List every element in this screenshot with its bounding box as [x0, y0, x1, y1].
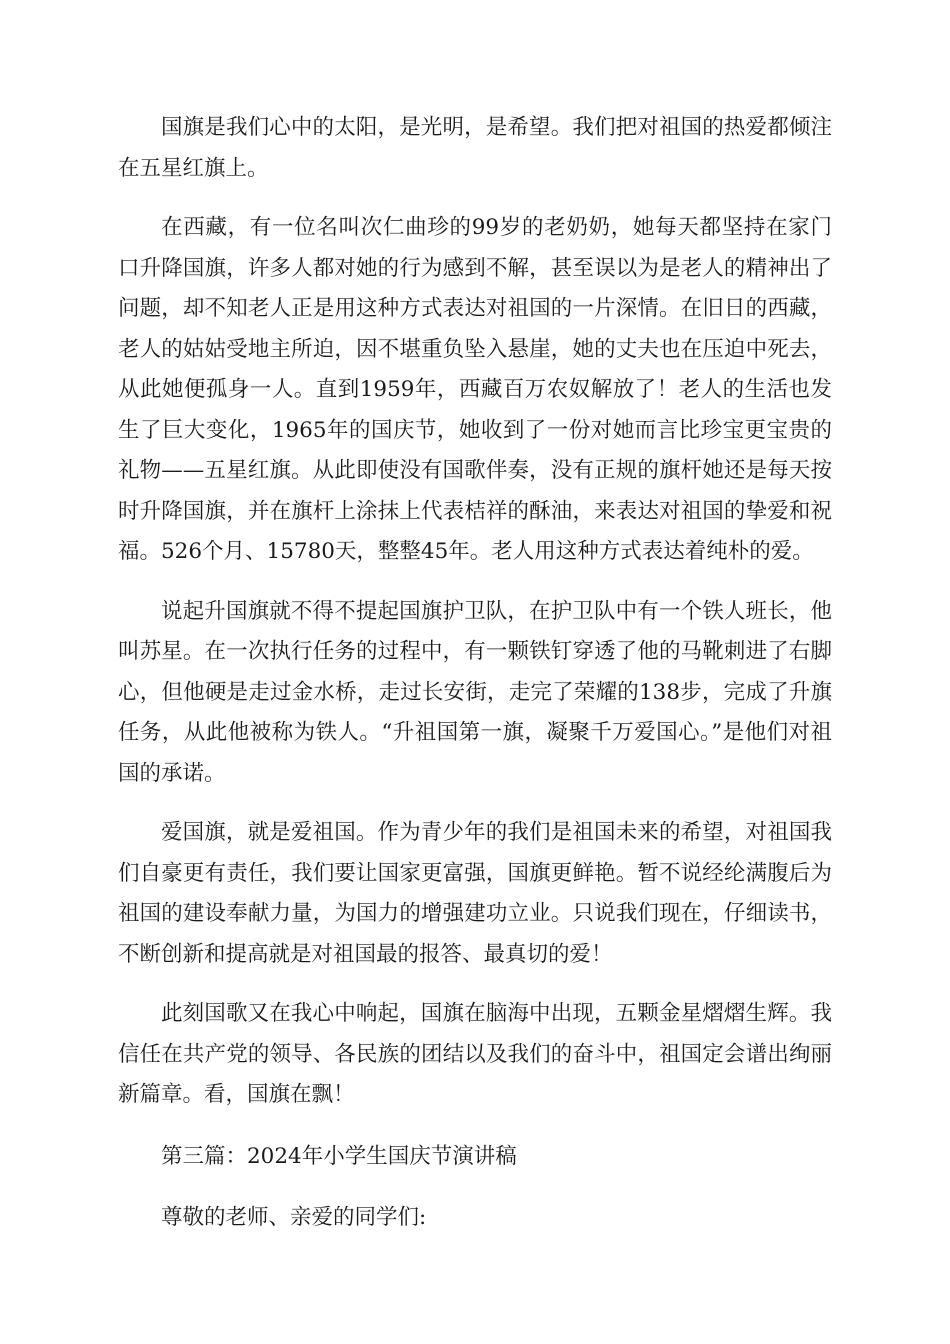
paragraph-flag-guard: 说起升国旗就不得不提起国旗护卫队，在护卫队中有一个铁人班长，他叫苏星。在一次执行任务的过程中，有一颗铁钉穿透了他的马靴刺进了右脚心，但他硬是走过金水桥，走过长安街，走完了荣耀的138步，完成了升旗任务，从此他被称为铁人。“升祖国第一旗，凝聚千万爱国心。”是他们对祖国的承诺。	[118, 598, 832, 786]
document-body	[118, 108, 832, 1239]
paragraph-national-anthem: 此刻国歌又在我心中响起，国旗在脑海中出现，五颗金星熠熠生辉。我信任在共产党的领导、各民族的团结以及我们的奋斗中，祖国定会谱出绚丽新篇章。看，国旗在飘！	[118, 1001, 832, 1107]
section-heading: 第三篇：2024年小学生国庆节演讲稿	[161, 1143, 517, 1169]
paragraph-tibet-grandmother: 在西藏，有一位名叫次仁曲珍的99岁的老奶奶，她每天都坚持在家门口升降国旗，许多人都对她的行为感到不解，甚至误以为是老人的精神出了问题，却不知老人正是用这种方式表达对祖国的一片深情。在旧日的西藏，老人的姑姑受地主所迫，因不堪重负坠入悬崖，她的丈夫也在压迫中死去，从此她便孤身一人。直到1959年，西藏百万农奴解放了！老人的生活也发生了巨大变化，1965年的国庆节，她收到了一份对她而言比珍宝更宝贵的礼物——五星红旗。从此即使没有国歌伴奏，没有正规的旗杆她还是每天按时升降国旗，并在旗杆上涂抹上代表桔祥的酥油，来表达对祖国的挚爱和祝福。526个月、15780天，整整45年。老人用这种方式表达着纯朴的爱。	[118, 215, 832, 564]
paragraph-national-flag-sun: 国旗是我们心中的太阳，是光明，是希望。我们把对祖国的热爱都倾注在五星红旗上。	[118, 115, 832, 181]
paragraph-love-flag: 爱国旗，就是爱祖国。作为青少年的我们是祖国未来的希望，对祖国我们自豪更有责任，我们要让国家更富强，国旗更鲜艳。暂不说经纶满腹后为祖国的建设奉献力量，为国力的增强建功立业。只说我们现在，仔细读书，不断创新和提高就是对祖国最的报答、最真切的爱！	[118, 820, 832, 967]
salutation: 尊敬的老师、亲爱的同学们:	[161, 1205, 427, 1230]
